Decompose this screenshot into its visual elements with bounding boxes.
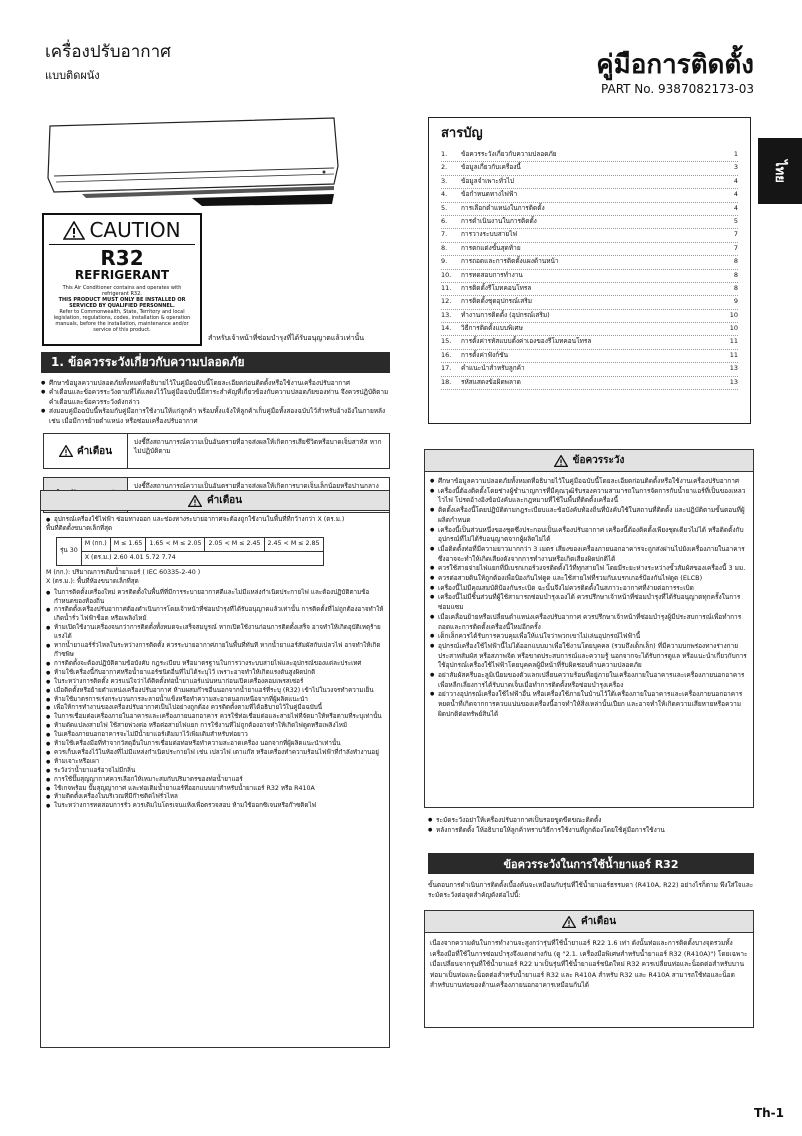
note-m: M (กก.): ปริมาณการเติมน้ำยาแอร์ ( IEC 60335-2-40 ) (46, 568, 201, 576)
bullet-item: ● ในการติดตั้งเครื่องใหม่ ควรติดตั้งในพื้นที่ที่มีการระบายอากาศดีและไม่มีแหล่งกำเนิดประกายไฟ และต้องปฏิบัติตามข้อกำหนดของท้องถิ่น (46, 589, 384, 607)
toc-number: 16. (441, 350, 452, 359)
toc-page: 4 (733, 176, 738, 185)
bullet-item: ● อย่าวางอุปกรณ์เครื่องใช้ไฟฟ้าอื่น หรือเครื่องใช้ภายในบ้านไว้ใต้เครื่องภายในอาคารและเครื่องภายนอกอาคาร หยดน้ำที่เกิดจากการควบแน่นของเครื่องนี้อาจทำให้สิ่งเหล่านั้นเปียก และอาจทำให้เกิดความเสียหายหรือความผิดปกติต่อทรัพย์สินได้ (430, 690, 748, 719)
part-number: PART No. 9387082173-03 (601, 82, 754, 96)
toc-number: 2. (441, 163, 448, 172)
caution-definition-text: บ่งชี้ถึงสถานการณ์ความเป็นอันตรายที่อาจส่งผลให้เกิดการบาดเจ็บเล็กน้อยหรือปานกลาง (134, 482, 379, 491)
toc-item[interactable] (441, 296, 738, 309)
warning-definition-label (44, 434, 128, 468)
caution-box (424, 449, 754, 808)
toc-page: 9 (733, 297, 738, 306)
bullet-item: ● การติดตั้งเครื่องปรับอากาศต้องดำเนินการโดยเจ้าหน้าที่ซ่อมบำรุงที่ได้รับอนุญาตแล้วเท่านั้น การติดตั้งที่ไม่ถูกต้องอาจทำให้เกิดน้ำรั่ว ไฟฟ้าช็อต หรือเพลิงไหม้ (46, 606, 384, 624)
toc-text: การทดสอบการทำงาน (461, 270, 523, 279)
toc-page: 5 (733, 216, 738, 225)
bullet-item: ● ในเครื่องภายนอกอาคารจะไม่มีน้ำยาแอร์เติมมาไว้เพิ่มเติมสำหรับท่อยาว (46, 731, 384, 740)
toc-number: 12. (441, 297, 452, 306)
bullet-item: ● หากน้ำยาแอร์รั่วไหลในระหว่างการติดตั้ง ควรระบายอากาศภายในพื้นที่ทันที หากน้ำยาแอร์สัมผัสกับเปลวไฟ อาจทำให้เกิดก๊าซพิษ (46, 642, 384, 660)
bullet-item: ● หลังการติดตั้ง ให้อธิบายให้ลูกค้าทราบวิธีการใช้งานที่ถูกต้องโดยใช้คู่มือการใช้งาน (428, 825, 758, 835)
table-of-contents (428, 117, 751, 424)
bullet-item: ● เครื่องนี้ต้องติดตั้งโดยช่างผู้ชำนาญการที่มีคุณวุฒิรับรองความสามารถในการจัดการกับน้ำยาแอร์ที่เป็นของเหลวไวไฟ โปรดอ้างอิงข้อบังคับและกฎหมายที่ใช้ในพื้นที่ติดตั้งเครื่องนี้ (430, 487, 748, 506)
caution-line-3: Refer to Commonwealth, State, Territory and local legislation, regulations, codes, installation & operation manuals, before the installation, maintenance and/or service of this product. (53, 309, 191, 333)
toc-number: 18. (441, 377, 452, 386)
toc-item[interactable] (441, 176, 738, 189)
warning-triangle-icon (63, 221, 85, 240)
toc-text: การดำเนินงานในการติดตั้ง (461, 216, 537, 225)
model-cell: รุ่น 30 (57, 537, 82, 565)
toc-title: สารบัญ (441, 126, 483, 141)
toc-item[interactable] (441, 377, 738, 390)
x-values-cell (81, 551, 323, 565)
toc-text: คำแนะนำสำหรับลูกค้า (461, 364, 525, 373)
refrigerant-caution-label (42, 213, 202, 346)
toc-page: 7 (733, 230, 738, 239)
air-conditioner-illustration (42, 116, 342, 208)
m-label-cell: M (กก.) (81, 537, 110, 551)
bullet-item: ● ส่งมอบคู่มือฉบับนี้พร้อมกับคู่มือการใช้งานให้แก่ลูกค้า พร้อมทั้งแจ้งให้ลูกค้าเก็บคู่มือทั้งสองฉบับไว้สำหรับอ้างอิงในภายหลัง เช่น เมื่อมีการย้ายตำแหน่ง หรือซ่อมเครื่องปรับอากาศ (41, 407, 390, 426)
language-tab (758, 138, 802, 204)
toc-page: 10 (729, 310, 738, 319)
r32-warning-box (424, 910, 754, 1028)
warning-box-title: คำเตือน (206, 495, 243, 506)
toc-number: 13. (441, 310, 452, 319)
warning-box (40, 490, 390, 1048)
bullet-item: ● ห้ามเปิดใช้งานเครื่องจนกว่าการติดตั้งทั้งหมดจะเสร็จสมบูรณ์ หากเปิดใช้งานก่อนการติดตั้งเสร็จ อาจทำให้เกิดอุบัติเหตุร้ายแรงได้ (46, 624, 384, 642)
bullet-item: ● ติดตั้งเครื่องนี้โดยปฏิบัติตามกฎระเบียบและข้อบังคับท้องถิ่นที่บังคับใช้ในสถานที่ติดตั้ง และปฏิบัติตามขั้นตอนที่ผู้ผลิตกำหนด (430, 506, 748, 525)
caution-word: CAUTION (89, 218, 181, 242)
bullet-item: ● การใช้ปั๊มสุญญากาศควรเลือกให้เหมาะสมกับปริมาตรของท่อน้ำยาแอร์ (46, 776, 384, 785)
min-area-table (56, 537, 324, 566)
toc-page: 13 (729, 377, 738, 386)
range-cell: 2.05 < M ≤ 2.45 (205, 537, 264, 551)
toc-page: 8 (733, 257, 738, 266)
toc-page: 1 (733, 150, 738, 158)
bullet-item: ● เด็กเล็กควรได้รับการควบคุมเพื่อให้แน่ใจว่าพวกเขาไม่เล่นอุปกรณ์ไฟฟ้านี้ (430, 632, 748, 642)
toc-page: 10 (729, 324, 738, 333)
caution-box-title: ข้อควรระวัง (572, 455, 625, 466)
toc-item[interactable] (441, 216, 738, 229)
toc-page: 3 (733, 163, 738, 172)
bullet-item: ● คำเตือนและข้อควรระวังตามที่ได้แสดงไว้ในคู่มือฉบับนี้มีสาระสำคัญที่เกี่ยวข้องกับความปลอดภัยของท่าน จึงควรปฏิบัติตามคำเตือนและข้อควรระวังดังกล่าว (41, 388, 390, 407)
toc-text: ข้อมูลจำเพาะทั่วไป (461, 176, 515, 185)
bullet-item: ● อุปกรณ์เครื่องใช้ไฟฟ้านี้ไม่ได้ออกแบบมาเพื่อใช้งานโดยบุคคล (รวมถึงเด็กเล็ก) ที่มีความบกพร่องทางร่างกาย ประสาทสัมผัส หรือสภาพจิต หรือขาดประสบการณ์และความรู้ นอกจากจะได้รับการดูแล หรือแนะนำเกี่ยวกับการใช้อุปกรณ์เครื่องใช้ไฟฟ้าโดยบุคคลผู้มีหน้าที่รับผิดชอบด้านความปลอดภัย (430, 642, 748, 671)
toc-item[interactable] (441, 310, 738, 323)
caution-label-text (49, 285, 195, 333)
toc-text: การเลือกตำแหน่งในการติดตั้ง (461, 203, 545, 212)
page-number: Th-1 (753, 1106, 784, 1120)
manual-title: คู่มือการติดตั้ง (596, 50, 754, 80)
bullet-item: ● เมื่อเคลื่อนย้ายหรือเปลี่ยนตำแหน่งเครื่องปรับอากาศ ควรปรึกษาเจ้าหน้าที่ซ่อมบำรุงผู้มีประสบการณ์เพื่อทำการถอดและการติดตั้งเครื่องนี้ใหม่อีกครั้ง (430, 613, 748, 632)
toc-page: 8 (733, 283, 738, 292)
warning-triangle-icon (59, 445, 73, 457)
toc-text: การถอดและการติดตั้งแผงด้านหน้า (461, 257, 559, 266)
toc-item[interactable] (441, 149, 738, 162)
section-safety-title: 1. ข้อควรระวังเกี่ยวกับความปลอดภัย (41, 352, 390, 373)
toc-number: 9. (441, 257, 448, 266)
bullet-item: ● อย่าสัมผัสครีบอะลูมิเนียมของตัวแลกเปลี่ยนความร้อนที่อยู่ภายในเครื่องภายในอาคารและเครื่องภายนอกอาคาร เพื่อหลีกเลี่ยงการได้รับบาดเจ็บเมื่อทำการติดตั้งหรือซ่อมบำรุงเครื่อง (430, 671, 748, 690)
warning-definition-text: บ่งชี้ถึงสถานการณ์ความเป็นอันตรายที่อาจส่งผลให้เกิดการเสียชีวิตหรือบาดเจ็บสาหัส หากไม่ปฏิบัติตาม (134, 438, 382, 456)
min-area-label: พื้นที่ติดตั้งขนาดเล็กที่สุด (46, 524, 113, 532)
caution-heading (49, 218, 195, 245)
bullet-item: ● เพื่อให้การทำงานของเครื่องปรับอากาศเป็นไปอย่างถูกต้อง ควรติดตั้งตามที่ได้อธิบายไว้ในคู่มือฉบับนี้ (46, 704, 384, 713)
r32-intro: ขั้นตอนการดำเนินการติดตั้งเบื้องต้นจะเหมือนกับรุ่นที่ใช้น้ำยาแอร์ธรรมดา (R410A, R22) อย่างไรก็ตาม พึงใส่ใจและระมัดระวังต่อจุดสำคัญดังต่อไปนี้: (428, 881, 754, 899)
toc-item[interactable] (441, 189, 738, 202)
toc-text: วิธีการติดตั้งแบบพิเศษ (461, 324, 523, 333)
toc-item[interactable] (441, 162, 738, 175)
refrigerant-word: REFRIGERANT (74, 268, 170, 282)
toc-page: 11 (729, 350, 738, 359)
toc-list (441, 149, 738, 390)
warning-triangle-icon (188, 495, 202, 507)
toc-page: 11 (729, 337, 738, 346)
caution-bullets (425, 472, 753, 725)
bullet-item: ● ระมัดระวังอย่าให้เครื่องปรับอากาศเป็นรอยขูดขีดขณะติดตั้ง (428, 815, 758, 825)
x-values: 2.60 4.01 5.72 7.74 (113, 553, 176, 561)
bullet-item: ● ในการเชื่อมต่อเครื่องภายในอาคารและเครื่องภายนอกอาคาร ควรใช้ท่อเชื่อมต่อและสายไฟที่จัดมาให้หรือตามที่ระบุเท่านั้น (46, 713, 384, 722)
toc-page: 4 (733, 190, 738, 199)
bullet-item: ● ศึกษาข้อมูลความปลอดภัยทั้งหมดที่อธิบายไว้ในคู่มือฉบับนี้โดยละเอียดก่อนติดตั้งหรือใช้งานเครื่องปรับอากาศ (430, 477, 748, 487)
range-cell: 2.45 < M ≤ 2.85 (264, 537, 323, 551)
caution-box-header (425, 450, 753, 472)
section-safety (41, 352, 390, 513)
toc-number: 14. (441, 324, 452, 333)
bullet-item: ● ควรใช้สายจ่ายไฟแยกที่มีเบรกเกอร์วงจรติดตั้งไว้ที่ทุกสายไฟ โดยมีระยะห่างระหว่างขั้วสัมผัสของเครื่องนี้ 3 มม. (430, 564, 748, 574)
bullet-item: ● เมื่อติดตั้งท่อที่มีความยาวมากกว่า 3 เมตร เสียงของเครื่องภายนอกอาคารจะถูกส่งผ่านไปยังเครื่องภายในอาคาร ซึ่งอาจจะทำให้เกิดเสียงดังจากการทำงานหรือเกิดเสียงผิดปกติได้ (430, 545, 748, 564)
toc-page: 8 (733, 270, 738, 279)
toc-item[interactable] (441, 243, 738, 256)
bullet-item: ● การติดตั้งจะต้องปฏิบัติตามข้อบังคับ กฎระเบียบ หรือมาตรฐานในการวางระบบสายไฟและอุปกรณ์ของแต่ละประเทศ (46, 660, 384, 669)
toc-page: 13 (729, 364, 738, 373)
bullet-item: ● ห้ามติดตั้งเครื่องในบริเวณที่มีก๊าซติดไฟรั่วไหล (46, 793, 384, 802)
toc-item[interactable] (441, 350, 738, 363)
toc-item[interactable] (441, 203, 738, 216)
caution-line-1: This Air Conditioner contains and operates with refrigerant R32. (62, 285, 182, 297)
range-cell: 1.65 < M ≤ 2.05 (146, 537, 205, 551)
warning-box-body (41, 511, 389, 816)
r32-warning-title: คำเตือน (580, 916, 617, 927)
toc-page: 4 (733, 203, 738, 212)
toc-number: 6. (441, 216, 448, 225)
language-tab-label: ไทย (771, 159, 787, 183)
r32-warning-header (425, 911, 753, 933)
product-type: แบบติดผนัง (45, 69, 100, 82)
bullet-item: ● ห้ามใช้มาตรการเร่งกระบวนการละลายน้ำแข็งหรือทำความสะอาดนอกเหนือจากที่ผู้ผลิตแนะนำ (46, 696, 384, 705)
toc-number: 17. (441, 364, 452, 373)
toc-number: 5. (441, 203, 448, 212)
warning-definition (43, 433, 390, 469)
toc-number: 7. (441, 230, 448, 239)
toc-number: 8. (441, 243, 448, 252)
warning-bullets (46, 589, 384, 812)
range-cell: M ≤ 1.65 (110, 537, 146, 551)
toc-text: การตกแต่งขั้นสุดท้าย (461, 243, 521, 252)
bullet-item: ● ควรเก็บเครื่องไว้ในห้องที่ไม่มีแหล่งกำเนิดประกายไฟ เช่น เปลวไฟ เตาแก๊ส หรือเครื่องทำความร้อนไฟฟ้าที่กำลังทำงานอยู่ (46, 749, 384, 758)
r32-warning-text: เนื่องจากความดันในการทำงานจะสูงกว่ารุ่นที่ใช้น้ำยาแอร์ R22 1.6 เท่า ดังนั้นท่อและการติดตั้งบางจุดรวมทั้งเครื่องมือที่ใช้ในการซ่อมบำรุงจึงแตกต่างกัน (ดู "2.1. เครื่องมือพิเศษสำหรับน้ำยาแอร์ R32 (R410A)") โดยเฉพาะเมื่อเปลี่ยนจากรุ่นที่ใช้น้ำยาแอร์ R22 มาเป็นรุ่นที่ใช้น้ำยาแอร์ชนิดใหม่ R32 ควรเปลี่ยนท่อและน็อตต่อสำหรับบานท่อมาเป็นท่อและน็อตต่อสำหรับน้ำยาแอร์ R32 และ R410A สำหรับ R32 และ R410A สามารถใช้ท่อและน็อตสำหรับบานท่อของด้านเครื่องภายนอกอาคารเหมือนกันได้ (430, 939, 748, 989)
toc-item[interactable] (441, 270, 738, 283)
bullet-item: ● ห้ามดัดแปลงสายไฟ ใช้สายพ่วงต่อ หรือต่อสายไฟแยก การใช้งานที่ไม่ถูกต้องอาจทำให้เกิดไฟดูดหรือเพลิงไหม้ (46, 722, 384, 731)
bullet-item: ● ห้ามใช้เครื่องนี้กับอากาศหรือน้ำยาแอร์ชนิดอื่นที่ไม่ได้ระบุไว้ เพราะอาจทำให้เกิดแรงดันสูงผิดปกติ (46, 669, 384, 678)
r32-section-title: ข้อควรระวังในการใช้น้ำยาแอร์ R32 (428, 853, 754, 874)
warning-word: คำเตือน (76, 445, 113, 457)
toc-text: การตั้งค่าฟังก์ชัน (461, 350, 509, 359)
toc-item[interactable] (441, 256, 738, 269)
toc-text: ข้อกำหนดทางไฟฟ้า (461, 190, 518, 199)
toc-number: 3. (441, 176, 448, 185)
toc-text: การวางระบบสายไฟ (461, 230, 518, 239)
bullet-item: ● ระวังว่าน้ำยาแอร์อาจไม่มีกลิ่น (46, 767, 384, 776)
toc-item[interactable] (441, 336, 738, 349)
bullet-item: ● ควรต่อสายดินให้ถูกต้องเพื่อป้องกันไฟดูด และใช้สายไฟที่รวมกับเบรกเกอร์ป้องกันไฟดูด (ELCB) (430, 574, 748, 584)
safety-bullets (41, 379, 390, 426)
toc-item[interactable] (441, 323, 738, 336)
toc-text: ข้อมูลเกี่ยวกับเครื่องนี้ (461, 163, 521, 172)
toc-number: 11. (441, 283, 452, 292)
after-notes (428, 815, 758, 835)
toc-item[interactable] (441, 363, 738, 376)
bullet-item: ● เมื่อติดตั้งหรือย้ายตำแหน่งเครื่องปรับอากาศ ห้ามผสมก๊าซอื่นนอกจากน้ำยาแอร์ที่ระบุ (R32) เข้าไปในวงจรทำความเย็น (46, 687, 384, 696)
warning-intro: ● อุปกรณ์เครื่องใช้ไฟฟ้า ซ่อมทางออก และช่องทางระบายอากาศจะต้องถูกใช้งานในพื้นที่ที่กว้างกว่า X (ตร.ม.) (46, 516, 384, 525)
toc-text: รหัสแสดงข้อผิดพลาด (461, 377, 521, 386)
r32-label: R32 (100, 246, 144, 270)
toc-number: 4. (441, 190, 448, 199)
bullet-item: ● ในระหว่างการทดสอบการรั่ว ควรเติมไนโตรเจนแห้งเพื่อตรวจสอบ ห้ามใช้ออกซิเจนหรือก๊าซติดไฟ (46, 802, 384, 811)
toc-number: 10. (441, 270, 452, 279)
caution-line-2: THIS PRODUCT MUST ONLY BE INSTALLED OR SERVICED BY QUALIFIED PERSONNEL. (58, 297, 186, 309)
bullet-item: ● ห้ามใช้เครื่องมือที่ทำจากวัสดุอื่นในการเชื่อมต่อท่อหรือทำความสะอาดเครื่อง นอกจากที่ผู้ผลิตแนะนำเท่านั้น (46, 740, 384, 749)
bullet-item: ● เครื่องนี้เป็นส่วนหนึ่งของชุดซึ่งประกอบเป็นเครื่องปรับอากาศ เครื่องนี้ต้องติดตั้งเพียงชุดเดียวไม่ได้ หรือติดตั้งกับอุปกรณ์ที่ไม่ได้รับอนุญาตจากผู้ผลิตไม่ได้ (430, 526, 748, 545)
toc-text: ทำงานการติดตั้ง (อุปกรณ์เสริม) (461, 310, 550, 319)
toc-number: 15. (441, 337, 452, 346)
warning-box-header (41, 491, 389, 511)
license-note: สำหรับเจ้าหน้าที่ซ่อมบำรุงที่ได้รับอนุญาตแล้วเท่านั้น (208, 334, 365, 342)
toc-page: 7 (733, 243, 738, 252)
toc-item[interactable] (441, 283, 738, 296)
warning-triangle-icon (554, 455, 568, 467)
product-name: เครื่องปรับอากาศ (45, 42, 171, 62)
toc-text: การตั้งค่ารหัสแบบตั้งค่าเองของรีโมทคอนโทรล (461, 337, 592, 346)
toc-item[interactable] (441, 229, 738, 242)
warning-triangle-icon (562, 916, 576, 928)
bullet-item: ● ในระหว่างการติดตั้ง ควรแน่ใจว่าได้ติดตั้งท่อน้ำยาแอร์แน่นหนาก่อนเปิดเครื่องคอมเพรสเซอร์ (46, 678, 384, 687)
bullet-item: ● ศึกษาข้อมูลความปลอดภัยทั้งหมดที่อธิบายไว้ในคู่มือฉบับนี้โดยละเอียดก่อนติดตั้งหรือใช้งานเครื่องปรับอากาศ (41, 379, 390, 388)
bullet-item: ● ห้ามเจาะหรือเผา (46, 758, 384, 767)
bullet-item: ● เครื่องนี้ไม่มีคุณสมบัติป้องกันระเบิด ฉะนั้นจึงไม่ควรติดตั้งในสภาวะอากาศที่ง่ายต่อการระเบิด (430, 584, 748, 594)
note-x: X (ตร.ม.): พื้นที่ห้องขนาดเล็กที่สุด (46, 577, 139, 585)
bullet-item: ● เครื่องนี้ไม่มีชิ้นส่วนที่ผู้ใช้สามารถซ่อมบำรุงเองได้ ควรปรึกษาเจ้าหน้าที่ซ่อมบำรุงที่ได้รับอนุญาตทุกครั้งในการซ่อมแซม (430, 593, 748, 612)
toc-text: การติดตั้งรีโมทคอนโทรล (461, 283, 532, 292)
bullet-item: ● ใช้เกจพร้อม ปั๊มสุญญากาศ และท่อเติมน้ำยาแอร์ที่ออกแบบมาสำหรับน้ำยาแอร์ R32 หรือ R410A (46, 785, 384, 794)
toc-text: การติดตั้งชุดอุปกรณ์เสริม (461, 297, 532, 306)
x-label: X (ตร.ม.) (84, 553, 112, 561)
toc-text: ข้อควรระวังเกี่ยวกับความปลอดภัย (461, 150, 557, 158)
toc-number: 1. (441, 150, 448, 158)
